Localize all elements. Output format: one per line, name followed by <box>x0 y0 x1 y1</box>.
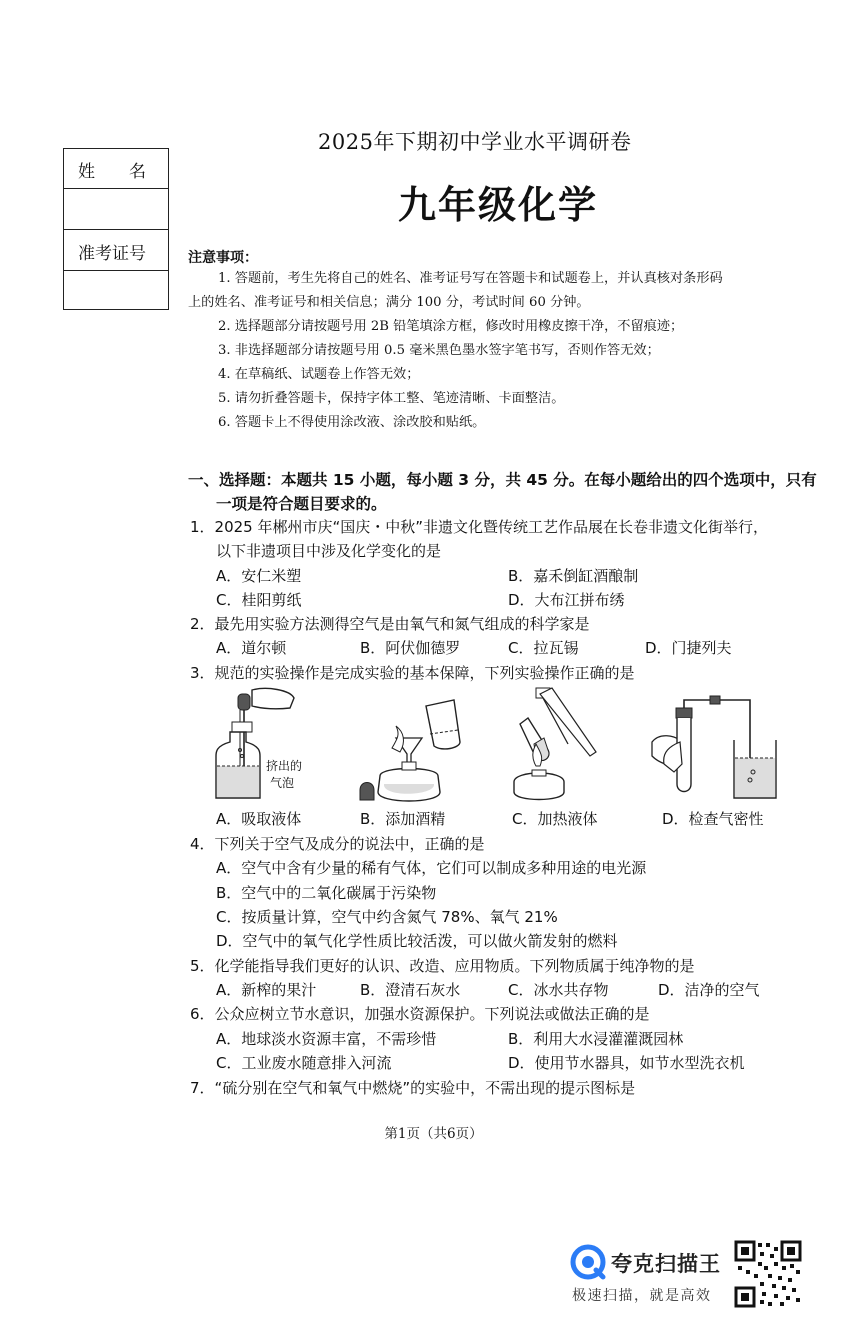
q4-option-a: A．空气中含有少量的稀有气体，它们可以制成多种用途的电光源 <box>216 859 647 877</box>
q5-option-d: D．洁净的空气 <box>658 981 760 999</box>
brand-name: 夸克扫描王 <box>611 1252 721 1276</box>
airtightness-check-illustration <box>650 692 790 804</box>
exam-title: 2025年下期初中学业水平调研卷 <box>318 130 632 154</box>
note-item-1-cont: 上的姓名、准考证号和相关信息；满分 100 分，考试时间 60 分钟。 <box>188 295 590 310</box>
note-item-1: 1. 答题前，考生先将自己的姓名、准考证号写在答题卡和试题卷上，并认真核对条形码 <box>218 271 723 286</box>
q1-option-a: A．安仁米塑 <box>216 567 302 585</box>
name-label-cell <box>64 149 168 189</box>
q2-option-a: A．道尔顿 <box>216 639 287 657</box>
q6-option-c: C．工业废水随意排入河流 <box>216 1054 392 1072</box>
q6-option-a: A．地球淡水资源丰富，不需珍惜 <box>216 1030 437 1048</box>
question-7: 7．“硫分别在空气和氧气中燃烧”的实验中，不需出现的提示图标是 <box>190 1079 636 1097</box>
note-item-4: 4. 在草稿纸、试题卷上作答无效； <box>218 367 420 382</box>
q5-option-b: B．澄清石灰水 <box>360 981 461 999</box>
subject-title: 九年级化学 <box>398 183 599 227</box>
q1-option-b: B．嘉禾倒缸酒酿制 <box>508 567 639 585</box>
q3-option-a: A．吸取液体 <box>216 810 302 828</box>
page-footer: 第1页（共6页） <box>384 1126 483 1142</box>
question-1: 1．2025 年郴州市庆“国庆・中秋”非遗文化暨传统工艺作品展在长卷非遗文化街举行， <box>190 518 769 536</box>
q2-option-b: B．阿伏伽德罗 <box>360 639 461 657</box>
q5-option-c: C．冰水共存物 <box>508 981 609 999</box>
dropper-bottle-illustration <box>212 686 322 804</box>
q3-option-c: C．加热液体 <box>512 810 598 828</box>
id-input-cell[interactable] <box>64 271 168 309</box>
candidate-info-box <box>63 148 169 310</box>
brand-slogan: 极速扫描，就是高效 <box>572 1288 712 1304</box>
q2-option-d: D．门捷列夫 <box>645 639 732 657</box>
name-label: 姓 名 <box>78 162 146 182</box>
q5-option-a: A．新榨的果汁 <box>216 981 317 999</box>
notes-heading: 注意事项： <box>188 250 258 266</box>
bubble-label-2: 气泡 <box>270 776 295 790</box>
q1-option-d: D．大布江拼布绣 <box>508 591 625 609</box>
q6-option-d: D．使用节水器具，如节水型洗衣机 <box>508 1054 745 1072</box>
q4-option-b: B．空气中的二氧化碳属于污染物 <box>216 884 437 902</box>
q1-option-c: C．桂阳剪纸 <box>216 591 302 609</box>
q3-option-d: D．检查气密性 <box>662 810 764 828</box>
q3-option-b: B．添加酒精 <box>360 810 446 828</box>
q4-option-c: C．按质量计算，空气中约含氮气 78%、氧气 21% <box>216 908 558 926</box>
alcohol-lamp-funnel-illustration <box>356 696 476 804</box>
qr-code-icon[interactable] <box>734 1240 802 1308</box>
note-item-3: 3. 非选择题部分请按题号用 0.5 毫米黑色墨水签字笔书写，否则作答无效； <box>218 343 660 358</box>
section-heading-cont: 一项是符合题目要求的。 <box>216 495 387 513</box>
q4-option-d: D．空气中的氧气化学性质比较活泼，可以做火箭发射的燃料 <box>216 932 618 950</box>
question-3: 3．规范的实验操作是完成实验的基本保障，下列实验操作正确的是 <box>190 664 635 682</box>
question-1-cont: 以下非遗项目中涉及化学变化的是 <box>216 542 442 560</box>
question-4: 4．下列关于空气及成分的说法中，正确的是 <box>190 835 485 853</box>
question-5: 5．化学能指导我们更好的认识、改造、应用物质。下列物质属于纯净物的是 <box>190 957 695 975</box>
heating-test-tube-illustration <box>500 686 600 804</box>
id-label: 准考证号 <box>78 244 146 264</box>
quark-logo-icon <box>570 1244 606 1280</box>
q2-option-c: C．拉瓦锡 <box>508 639 579 657</box>
id-label-cell <box>64 230 168 271</box>
name-input-cell[interactable] <box>64 189 168 230</box>
question-2: 2．最先用实验方法测得空气是由氧气和氮气组成的科学家是 <box>190 615 590 633</box>
note-item-6: 6. 答题卡上不得使用涂改液、涂改胶和贴纸。 <box>218 415 486 430</box>
note-item-5: 5. 请勿折叠答题卡，保持字体工整、笔迹清晰、卡面整洁。 <box>218 391 565 406</box>
note-item-2: 2. 选择题部分请按题号用 2B 铅笔填涂方框，修改时用橡皮擦干净，不留痕迹； <box>218 319 684 334</box>
section-heading: 一、选择题：本题共 15 小题，每小题 3 分，共 45 分。在每小题给出的四个选项中，只有 <box>188 471 817 489</box>
question-6: 6．公众应树立节水意识，加强水资源保护。下列说法或做法正确的是 <box>190 1005 650 1023</box>
q6-option-b: B．利用大水浸灌灌溉园林 <box>508 1030 684 1048</box>
bubble-label-1: 挤出的 <box>266 759 303 773</box>
